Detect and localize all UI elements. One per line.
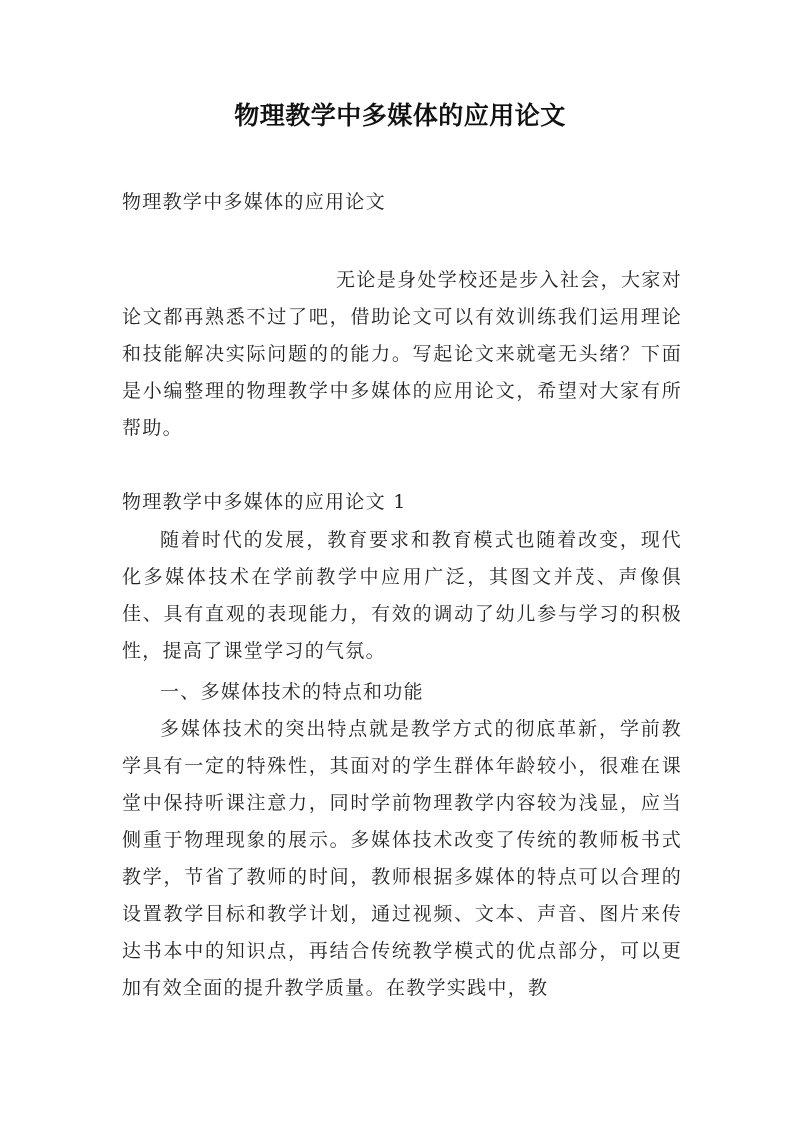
document-subtitle: 物理教学中多媒体的应用论文 xyxy=(122,191,386,213)
section1-paragraph: 多媒体技术的突出特点就是教学方式的彻底革新，学前教学具有一定的特殊性，其面对的学生群体年龄较小，很难在课堂中保持听课注意力，同时学前物理教学内容较为浅显，应当侧重于物理现象的展示。多媒体技术改变了传统的教师板书式教学，节省了教师的时间，教师根据多媒体的特点可以合理的设置教学目标和教学计划，通过视频、文本、声音、图片来传达书本中的知识点，再结合传统教学模式的优点部分，可以更加有效全面的提升教学质量。在教学实践中，教 xyxy=(122,718,682,999)
part1-paragraph: 随着时代的发展，教育要求和教育模式也随着改变，现代化多媒体技术在学前教学中应用广泛，其图文并茂、声像俱佳、具有直观的表现能力，有效的调动了幼儿参与学习的积极性，提高了课堂学习的气氛。 xyxy=(122,529,682,662)
intro-paragraph: 无论是身处学校还是步入社会，大家对论文都再熟悉不过了吧，借助论文可以有效训练我们运用理论和技能解决实际问题的的能力。写起论文来就毫无头绪？下面是小编整理的物理教学中多媒体的应用论文，希望对大家有所帮助。 xyxy=(122,269,682,439)
section1-heading: 一、多媒体技术的特点和功能 xyxy=(160,681,424,703)
section1-body xyxy=(122,711,682,1007)
part1-heading: 物理教学中多媒体的应用论文 1 xyxy=(122,491,407,513)
intro-section xyxy=(122,262,682,447)
section1-heading-block xyxy=(122,674,682,711)
document-title: 物理教学中多媒体的应用论文 xyxy=(234,101,566,130)
part1-section xyxy=(122,522,682,670)
